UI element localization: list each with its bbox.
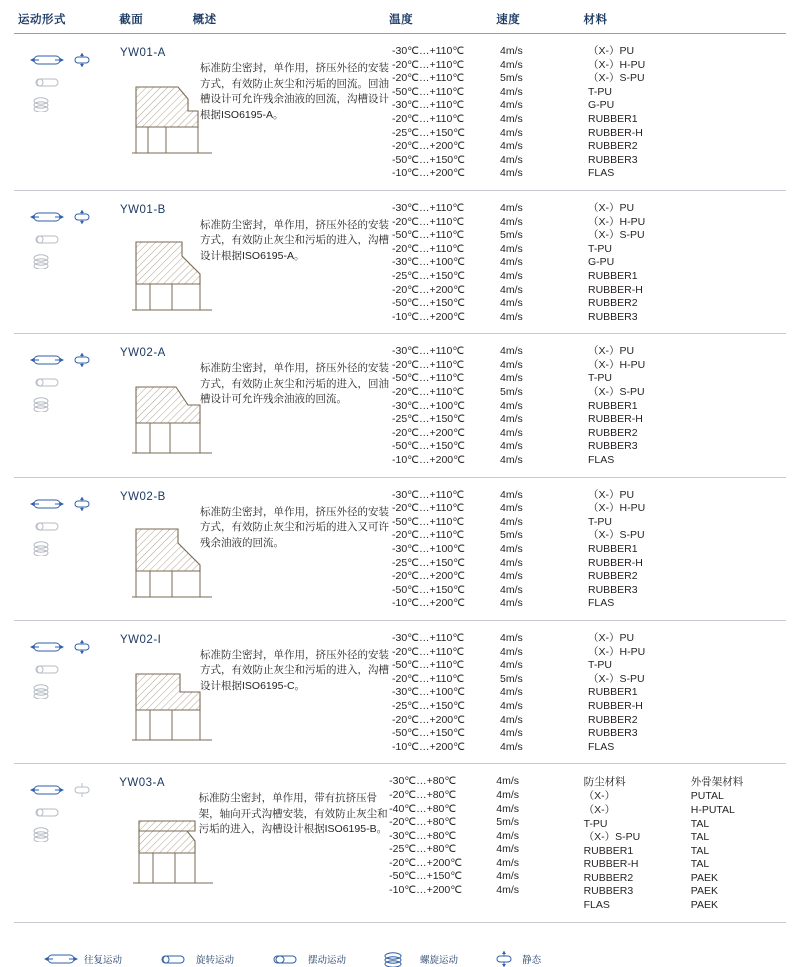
temperature-value: -25℃…+150℃ <box>392 413 465 426</box>
material-value: （X-）S-PU <box>588 529 645 542</box>
rotary-motion-icon <box>30 662 64 676</box>
legend-label: 摆动运动 <box>308 954 347 966</box>
material-value: （X-） <box>583 803 616 816</box>
speed-value: 4m/s <box>500 454 523 467</box>
material-value: T-PU <box>588 659 612 672</box>
reciprocating-motion-icon <box>30 53 64 67</box>
reciprocating-motion-icon <box>44 952 78 966</box>
temperature-value: -20℃…+200℃ <box>392 570 465 583</box>
material-value: RUBBER1 <box>588 543 638 555</box>
speed-value: 4m/s <box>500 358 523 371</box>
material-value: G-PU <box>588 256 615 269</box>
material-value: RUBBER-H <box>583 858 639 871</box>
temperature-value: -20℃…+110℃ <box>392 242 465 255</box>
temperature-value: -20℃…+200℃ <box>392 140 465 153</box>
speed-value: 4m/s <box>500 345 523 358</box>
overview-text: 标准防尘密封，单作用，带有抗挤压骨架，轴向开式沟槽安装，有效防止灰尘和污垢的进入，沟槽设计根据ISO6195-B。 <box>198 792 388 836</box>
oscillating-motion-icon <box>268 952 302 966</box>
material-value: RUBBER2 <box>588 426 638 439</box>
material-list <box>588 43 696 181</box>
temperature-value: -50℃…+150℃ <box>392 727 465 740</box>
legend-item-oscillating <box>268 952 346 966</box>
reciprocating-motion-icon <box>30 497 64 511</box>
temperature-value: -20℃…+110℃ <box>392 358 465 371</box>
speed-value: 4m/s <box>500 699 523 712</box>
material-value: RUBBER3 <box>583 885 634 898</box>
speed-value: 5m/s <box>500 386 523 399</box>
temperature-value: -20℃…+110℃ <box>392 645 465 658</box>
temperature-value: -25℃…+150℃ <box>392 269 465 282</box>
material-value: T-PU <box>588 242 612 255</box>
material-value: T-PU <box>588 372 612 385</box>
material-value: RUBBER2 <box>588 297 638 310</box>
temperature-list <box>392 630 500 754</box>
material-value: （X-）S-PU <box>588 386 645 399</box>
table-row <box>14 34 786 191</box>
static-icon <box>71 497 93 511</box>
speed-value: 4m/s <box>496 870 520 883</box>
speed-value: 4m/s <box>500 727 523 740</box>
speed-value: 4m/s <box>500 283 523 296</box>
material-list <box>588 200 696 324</box>
overview-text: 标准防尘密封，单作用，挤压外径的安装方式，有效防止灰尘和污垢的进入，沟槽设计根据ISO6195-C。 <box>200 648 389 692</box>
speed-value: 4m/s <box>500 597 523 610</box>
rotary-motion-icon <box>30 232 64 246</box>
seal-cross-section-drawing <box>125 795 245 887</box>
material-value: RUBBER-H <box>588 556 643 569</box>
rotary-motion-icon <box>156 952 190 966</box>
speed-list <box>500 630 588 754</box>
speed-value: 4m/s <box>500 201 523 214</box>
temperature-value: -20℃…+80℃ <box>389 816 457 829</box>
rotary-motion-icon <box>30 519 64 533</box>
temperature-value: -50℃…+150℃ <box>392 297 465 310</box>
product-code: YW01-A <box>120 47 166 59</box>
helical-motion-icon <box>30 540 64 556</box>
product-code: YW02-I <box>120 633 162 646</box>
temperature-value: -25℃…+150℃ <box>392 126 465 139</box>
material-list <box>588 630 696 754</box>
speed-value: 4m/s <box>500 215 523 228</box>
speed-value: 4m/s <box>500 440 523 453</box>
material-value: （X-）PU <box>588 631 635 644</box>
motion-icon-group <box>18 200 120 324</box>
speed-value: 4m/s <box>500 153 523 166</box>
legend-label: 往复运动 <box>84 954 123 966</box>
material-value: （X-）H-PU <box>588 502 646 515</box>
speed-value: 4m/s <box>500 58 523 71</box>
table-row <box>14 334 786 477</box>
temperature-value: -20℃…+110℃ <box>392 386 465 399</box>
speed-value: 4m/s <box>500 570 523 583</box>
temperature-value: -30℃…+80℃ <box>389 775 457 788</box>
material-value: （X-） <box>583 790 616 803</box>
material-value: RUBBER3 <box>588 583 638 596</box>
speed-value: 4m/s <box>500 645 523 658</box>
product-code: YW02-B <box>120 490 166 503</box>
temperature-value: -50℃…+150℃ <box>392 583 465 596</box>
speed-value: 5m/s <box>500 72 523 85</box>
temperature-value: -30℃…+110℃ <box>392 345 465 358</box>
speed-value: 4m/s <box>500 167 523 180</box>
temperature-value: -30℃…+110℃ <box>392 201 465 214</box>
temperature-list <box>392 200 500 324</box>
speed-value: 4m/s <box>496 775 520 788</box>
speed-value: 4m/s <box>500 85 523 98</box>
temperature-value: -30℃…+110℃ <box>392 99 465 112</box>
motion-icon-group <box>18 343 120 467</box>
material-value: （X-）PU <box>588 345 635 358</box>
temperature-value: -50℃…+110℃ <box>392 229 465 242</box>
speed-value: 4m/s <box>500 713 523 726</box>
speed-value: 4m/s <box>500 399 523 412</box>
speed-list <box>500 343 588 467</box>
material-value: RUBBER-H <box>588 283 643 296</box>
material-value: T-PU <box>588 515 612 528</box>
temperature-value: -50℃…+150℃ <box>392 440 465 453</box>
speed-value: 4m/s <box>500 256 523 269</box>
material-subheader: 防尘材料 <box>583 776 626 789</box>
material-value: RUBBER2 <box>588 713 638 726</box>
temperature-list <box>392 343 500 467</box>
speed-value: 4m/s <box>500 269 523 282</box>
material-value: FLAS <box>588 167 615 180</box>
temperature-value: -20℃…+110℃ <box>392 502 465 515</box>
temperature-value: -10℃…+200℃ <box>392 167 465 180</box>
static-icon <box>492 951 516 967</box>
frame-material-value: PAEK <box>690 871 718 884</box>
temperature-value: -20℃…+110℃ <box>392 529 465 542</box>
material-list <box>588 487 696 611</box>
section-drawing-cell <box>119 773 192 912</box>
motion-icon-group <box>18 630 120 754</box>
section-drawing-cell <box>120 343 194 467</box>
legend-label: 旋转运动 <box>196 954 235 966</box>
material-value: RUBBER-H <box>588 699 643 712</box>
frame-material-value: TAL <box>690 844 710 857</box>
helical-motion-icon <box>30 826 64 842</box>
frame-material-list <box>691 773 782 912</box>
helical-motion-icon <box>30 683 64 699</box>
speed-list <box>500 487 588 611</box>
legend <box>14 923 786 967</box>
temperature-list <box>392 43 500 181</box>
frame-material-value: TAL <box>690 817 710 830</box>
static-icon <box>71 783 93 797</box>
temperature-value: -30℃…+100℃ <box>392 399 465 412</box>
temperature-value: -20℃…+110℃ <box>392 72 465 85</box>
frame-material-value: TAL <box>690 858 710 871</box>
temperature-value: -20℃…+200℃ <box>392 283 465 296</box>
speed-value: 4m/s <box>496 802 520 815</box>
helical-motion-icon <box>30 96 64 112</box>
material-value: （X-）S-PU <box>588 72 645 85</box>
frame-material-value: PAEK <box>690 885 718 898</box>
motion-icon-group <box>18 773 119 912</box>
temperature-value: -50℃…+150℃ <box>389 870 463 883</box>
temperature-list <box>389 773 496 912</box>
temperature-value: -30℃…+100℃ <box>392 686 465 699</box>
reciprocating-motion-icon <box>30 783 64 797</box>
material-value: （X-）S-PU <box>588 229 645 242</box>
seal-cross-section-drawing <box>126 65 246 157</box>
material-value: RUBBER3 <box>588 310 638 323</box>
frame-material-subheader: 外骨架材料 <box>690 776 744 789</box>
legend-label: 螺旋运动 <box>420 954 459 966</box>
material-value: FLAS <box>588 454 615 467</box>
material-value: （X-）H-PU <box>588 58 646 71</box>
speed-list <box>500 200 588 324</box>
material-value: （X-）S-PU <box>588 672 645 685</box>
speed-value: 4m/s <box>500 515 523 528</box>
material-value: RUBBER1 <box>583 844 634 857</box>
material-value: RUBBER2 <box>583 871 634 884</box>
legend-item-reciprocating <box>44 952 122 966</box>
seal-cross-section-drawing <box>126 509 246 601</box>
speed-value: 4m/s <box>500 740 523 753</box>
temperature-value: -25℃…+150℃ <box>392 699 465 712</box>
material-value: （X-）PU <box>588 488 635 501</box>
material-value: （X-）H-PU <box>588 645 646 658</box>
material-value: （X-）PU <box>588 45 635 57</box>
motion-icon-group <box>18 43 120 181</box>
speed-value: 4m/s <box>500 502 523 515</box>
temperature-value: -30℃…+110℃ <box>392 488 465 501</box>
overview-text: 标准防尘密封，单作用，挤压外径的安装方式，有效防止灰尘和污垢的回流。回油槽设计可允许残余油液的回流，沟槽设计根据ISO6195-A。 <box>200 62 389 121</box>
temperature-value: -20℃…+110℃ <box>392 58 465 71</box>
legend-label: 静态 <box>522 954 542 966</box>
speed-value: 4m/s <box>496 843 520 856</box>
overview-text: 标准防尘密封，单作用，挤压外径的安装方式，有效防止灰尘和污垢的进入，沟槽设计根据ISO6195-A。 <box>200 218 389 262</box>
speed-value: 4m/s <box>500 242 523 255</box>
rotary-motion-icon <box>30 75 64 89</box>
static-icon <box>71 53 93 67</box>
material-list <box>584 773 691 912</box>
material-value: FLAS <box>583 899 610 912</box>
temperature-value: -10℃…+200℃ <box>392 740 465 753</box>
reciprocating-motion-icon <box>30 353 64 367</box>
table-header <box>14 0 786 34</box>
column-header-material: 材料 <box>583 14 608 26</box>
speed-value: 4m/s <box>500 126 523 139</box>
material-value: RUBBER-H <box>588 413 643 426</box>
legend-item-helical <box>380 951 458 967</box>
legend-item-static <box>492 951 541 967</box>
section-drawing-cell <box>120 43 194 181</box>
material-value: RUBBER3 <box>588 727 638 740</box>
temperature-value: -50℃…+150℃ <box>392 153 465 166</box>
temperature-value: -50℃…+110℃ <box>392 515 465 528</box>
speed-value: 5m/s <box>500 672 523 685</box>
temperature-value: -30℃…+100℃ <box>392 256 465 269</box>
product-code: YW03-A <box>119 777 166 790</box>
temperature-value: -30℃…+110℃ <box>392 45 465 57</box>
speed-value: 4m/s <box>500 112 523 125</box>
frame-material-value: H-PUTAL <box>690 803 735 816</box>
temperature-value: -30℃…+100℃ <box>392 543 465 555</box>
overview-text: 标准防尘密封，单作用，挤压外径的安装方式，有效防止灰尘和污垢的进入又可许残余油液的回流。 <box>200 505 389 549</box>
table-row <box>14 191 786 334</box>
table-row <box>14 764 786 922</box>
speed-value: 4m/s <box>496 856 520 869</box>
material-value: T-PU <box>588 85 612 98</box>
speed-value: 4m/s <box>496 884 520 897</box>
column-header-overview: 概述 <box>192 14 217 26</box>
material-value: （X-）PU <box>588 201 635 214</box>
temperature-value: -25℃…+150℃ <box>392 556 465 569</box>
material-value: RUBBER2 <box>588 140 638 153</box>
table-row <box>14 621 786 764</box>
speed-value: 4m/s <box>500 310 523 323</box>
helical-motion-icon <box>30 396 64 412</box>
material-value: （X-）H-PU <box>588 358 646 371</box>
speed-value: 5m/s <box>496 816 520 829</box>
material-value: RUBBER3 <box>588 440 638 453</box>
frame-material-value: PAEK <box>690 899 718 912</box>
material-value: （X-）H-PU <box>588 215 646 228</box>
section-drawing-cell <box>120 487 194 611</box>
material-value: RUBBER1 <box>588 686 638 699</box>
temperature-value: -40℃…+80℃ <box>389 802 457 815</box>
column-header-section: 截面 <box>119 14 144 26</box>
speed-value: 4m/s <box>500 99 523 112</box>
helical-motion-icon <box>380 951 414 967</box>
material-list <box>588 343 696 467</box>
speed-list <box>496 773 583 912</box>
helical-motion-icon <box>30 253 64 269</box>
temperature-value: -20℃…+110℃ <box>392 112 465 125</box>
temperature-value: -20℃…+110℃ <box>392 215 465 228</box>
speed-value: 4m/s <box>500 659 523 672</box>
speed-value: 4m/s <box>500 583 523 596</box>
speed-list <box>500 43 588 181</box>
column-header-speed: 速度 <box>496 14 521 26</box>
speed-value: 4m/s <box>500 686 523 699</box>
speed-value: 4m/s <box>500 556 523 569</box>
speed-value: 4m/s <box>500 488 523 501</box>
static-icon <box>71 640 93 654</box>
product-code: YW01-B <box>120 203 166 216</box>
speed-value: 5m/s <box>500 529 523 542</box>
temperature-value: -10℃…+200℃ <box>392 310 465 323</box>
temperature-value: -50℃…+110℃ <box>392 659 465 672</box>
material-value: T-PU <box>583 817 608 830</box>
speed-value: 4m/s <box>500 426 523 439</box>
speed-value: 4m/s <box>500 372 523 385</box>
rotary-motion-icon <box>30 805 64 819</box>
frame-material-value: PUTAL <box>690 790 724 803</box>
temperature-value: -20℃…+200℃ <box>392 426 465 439</box>
speed-value: 5m/s <box>500 229 523 242</box>
speed-value: 4m/s <box>496 829 520 842</box>
temperature-value: -20℃…+200℃ <box>389 856 463 869</box>
section-drawing-cell <box>120 630 194 754</box>
speed-value: 4m/s <box>500 631 523 644</box>
overview-text: 标准防尘密封，单作用，挤压外径的安装方式，有效防止灰尘和污垢的进入，回油槽设计可允许残余油液的回流。 <box>200 362 389 406</box>
temperature-value: -30℃…+110℃ <box>392 631 465 644</box>
reciprocating-motion-icon <box>30 210 64 224</box>
motion-icon-group <box>18 487 120 611</box>
speed-value: 4m/s <box>500 140 523 153</box>
material-value: G-PU <box>588 99 615 112</box>
temperature-list <box>392 487 500 611</box>
material-value: RUBBER1 <box>588 112 638 125</box>
speed-value: 4m/s <box>500 297 523 310</box>
speed-value: 4m/s <box>496 788 520 801</box>
temperature-value: -25℃…+80℃ <box>389 843 457 856</box>
product-code: YW02-A <box>120 347 166 360</box>
temperature-value: -30℃…+80℃ <box>389 829 457 842</box>
material-value: FLAS <box>588 740 615 753</box>
seal-cross-section-drawing <box>126 365 246 457</box>
rotary-motion-icon <box>30 375 64 389</box>
temperature-value: -50℃…+110℃ <box>392 372 465 385</box>
frame-material-value: TAL <box>690 831 710 844</box>
legend-item-rotary <box>156 952 234 966</box>
temperature-value: -10℃…+200℃ <box>392 454 465 467</box>
table-row <box>14 478 786 621</box>
material-value: （X-）S-PU <box>583 831 641 844</box>
material-value: RUBBER1 <box>588 269 638 282</box>
material-value: FLAS <box>588 597 615 610</box>
temperature-value: -20℃…+80℃ <box>389 788 457 801</box>
section-drawing-cell <box>120 200 194 324</box>
speed-value: 4m/s <box>500 543 523 555</box>
speed-value: 4m/s <box>500 45 523 57</box>
reciprocating-motion-icon <box>30 640 64 654</box>
seal-cross-section-drawing <box>126 652 246 744</box>
column-header-temperature: 温度 <box>389 14 414 26</box>
temperature-value: -50℃…+110℃ <box>392 85 465 98</box>
speed-value: 4m/s <box>500 413 523 426</box>
static-icon <box>71 353 93 367</box>
material-value: RUBBER3 <box>588 153 638 166</box>
temperature-value: -10℃…+200℃ <box>389 884 463 897</box>
material-value: RUBBER2 <box>588 570 638 583</box>
material-value: RUBBER1 <box>588 399 638 412</box>
temperature-value: -20℃…+200℃ <box>392 713 465 726</box>
static-icon <box>71 210 93 224</box>
temperature-value: -10℃…+200℃ <box>392 597 465 610</box>
material-value: RUBBER-H <box>588 126 643 139</box>
seal-cross-section-drawing <box>126 222 246 314</box>
column-header-motion: 运动形式 <box>18 14 66 26</box>
temperature-value: -20℃…+110℃ <box>392 672 465 685</box>
